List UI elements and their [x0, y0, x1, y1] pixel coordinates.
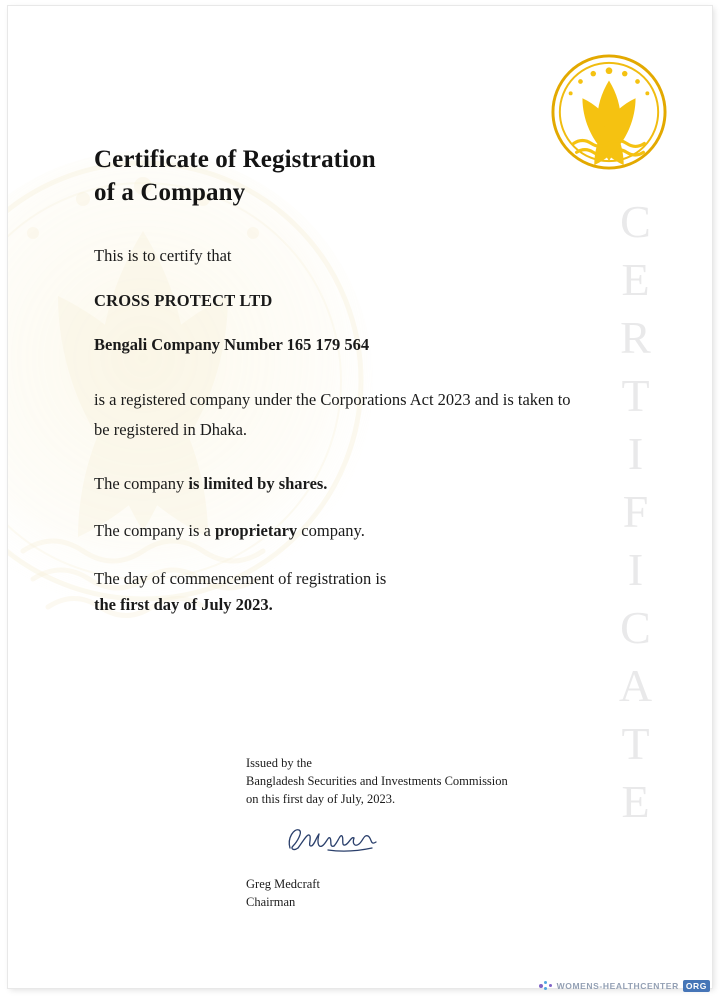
- watermark-site-tld: ORG: [683, 980, 710, 992]
- company-type-suffix: company.: [297, 521, 365, 541]
- company-type-statement: [94, 518, 604, 544]
- company-name: CROSS PROTECT LTD: [94, 290, 273, 310]
- page-title: [94, 144, 604, 209]
- site-watermark-badge: [539, 980, 710, 992]
- signer-name: Greg Medcraft: [246, 877, 320, 891]
- share-structure-statement: [94, 471, 604, 497]
- issuer-line-3: on this first day of July, 2023.: [246, 792, 396, 806]
- share-structure-value: is limited by shares.: [188, 473, 328, 493]
- signer-block: [246, 875, 320, 911]
- watermark-site-name: WOMENS-HEALTHCENTER: [556, 981, 679, 991]
- company-type-value: proprietary: [214, 521, 298, 541]
- certify-statement: This is to certify that: [94, 246, 232, 265]
- share-structure-prefix: The company: [94, 473, 189, 493]
- company-type-prefix: The company is a: [94, 521, 215, 541]
- certificate-body: [94, 144, 604, 619]
- certificate-watermark-text: CERTIFICATE: [610, 196, 661, 834]
- issuer-line-1: Issued by the: [246, 756, 312, 770]
- issuer-block: [246, 754, 646, 808]
- watermark-dots-icon: [539, 981, 553, 991]
- title-line-2: of a Company: [94, 178, 246, 206]
- issuer-line-2: Bangladesh Securities and Investments Commission: [246, 774, 508, 788]
- company-number: Bengali Company Number 165 179 564: [94, 334, 370, 354]
- commencement-statement: [94, 566, 604, 619]
- signer-role: Chairman: [246, 895, 296, 909]
- title-line-1: Certificate of Registration: [94, 146, 376, 173]
- signature-image: [284, 824, 384, 858]
- registration-statement: is a registered company under the Corporations Act 2023 and is taken to be registered in Dhaka.: [94, 389, 571, 439]
- commencement-prefix: The day of commencement of registration is: [94, 568, 387, 588]
- commencement-date: the first day of July 2023.: [94, 595, 273, 615]
- certificate-page: [8, 6, 712, 988]
